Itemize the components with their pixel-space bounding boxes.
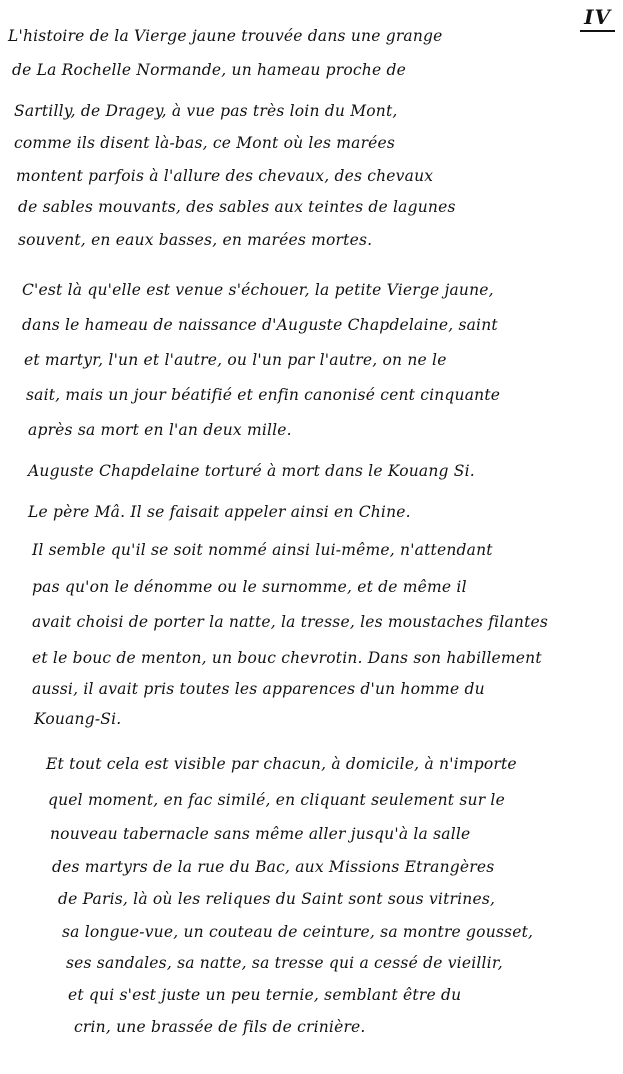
text-line: Et tout cela est visible par chacun, à domicile, à n'importe	[46, 755, 517, 773]
text-line: sait, mais un jour béatifié et enfin canonisé cent cinquante	[26, 386, 501, 404]
text-line: C'est là qu'elle est venue s'échouer, la petite Vierge jaune,	[22, 281, 494, 299]
text-line: Auguste Chapdelaine torturé à mort dans le Kouang Si.	[28, 462, 475, 480]
text-line: des martyrs de la rue du Bac, aux Missions Etrangères	[52, 858, 495, 876]
text-line: Kouang-Si.	[34, 710, 122, 728]
text-line: de sables mouvants, des sables aux teintes de lagunes	[18, 198, 456, 216]
text-line: et qui s'est juste un peu ternie, semblant être du	[68, 986, 462, 1004]
text-line: et le bouc de menton, un bouc chevrotin. Dans son habillement	[32, 649, 542, 667]
text-line: Sartilly, de Dragey, à vue pas très loin du Mont,	[14, 102, 398, 120]
text-line: sa longue-vue, un couteau de ceinture, sa montre gousset,	[62, 923, 534, 941]
text-line: dans le hameau de naissance d'Auguste Chapdelaine, saint	[22, 316, 498, 334]
text-line: avait choisi de porter la natte, la tresse, les moustaches filantes	[32, 613, 549, 631]
text-line: nouveau tabernacle sans même aller jusqu'à la salle	[50, 825, 471, 843]
text-line: comme ils disent là-bas, ce Mont où les marées	[14, 134, 396, 152]
text-line: ses sandales, sa natte, sa tresse qui a cessé de vieillir,	[66, 954, 503, 972]
text-line: crin, une brassée de fils de crinière.	[74, 1018, 366, 1036]
text-line: souvent, en eaux basses, en marées mortes.	[18, 231, 373, 249]
text-line: montent parfois à l'allure des chevaux, des chevaux	[16, 167, 434, 185]
text-line: quel moment, en fac similé, en cliquant seulement sur le	[48, 791, 505, 809]
text-line: pas qu'on le dénomme ou le surnomme, et de même il	[32, 578, 467, 596]
text-line: Le père Mâ. Il se faisait appeler ainsi en Chine.	[28, 503, 411, 521]
text-line: après sa mort en l'an deux mille.	[28, 421, 292, 439]
text-line: de La Rochelle Normande, un hameau proche de	[12, 61, 406, 79]
text-line: Il semble qu'il se soit nommé ainsi lui-même, n'attendant	[32, 541, 493, 559]
page-number: IV	[580, 4, 615, 32]
text-line: L'histoire de la Vierge jaune trouvée dans une grange	[8, 27, 443, 45]
text-line: et martyr, l'un et l'autre, ou l'un par l'autre, on ne le	[24, 351, 447, 369]
text-line: de Paris, là où les reliques du Saint sont sous vitrines,	[58, 890, 496, 908]
text-line: aussi, il avait pris toutes les apparences d'un homme du	[32, 680, 485, 698]
